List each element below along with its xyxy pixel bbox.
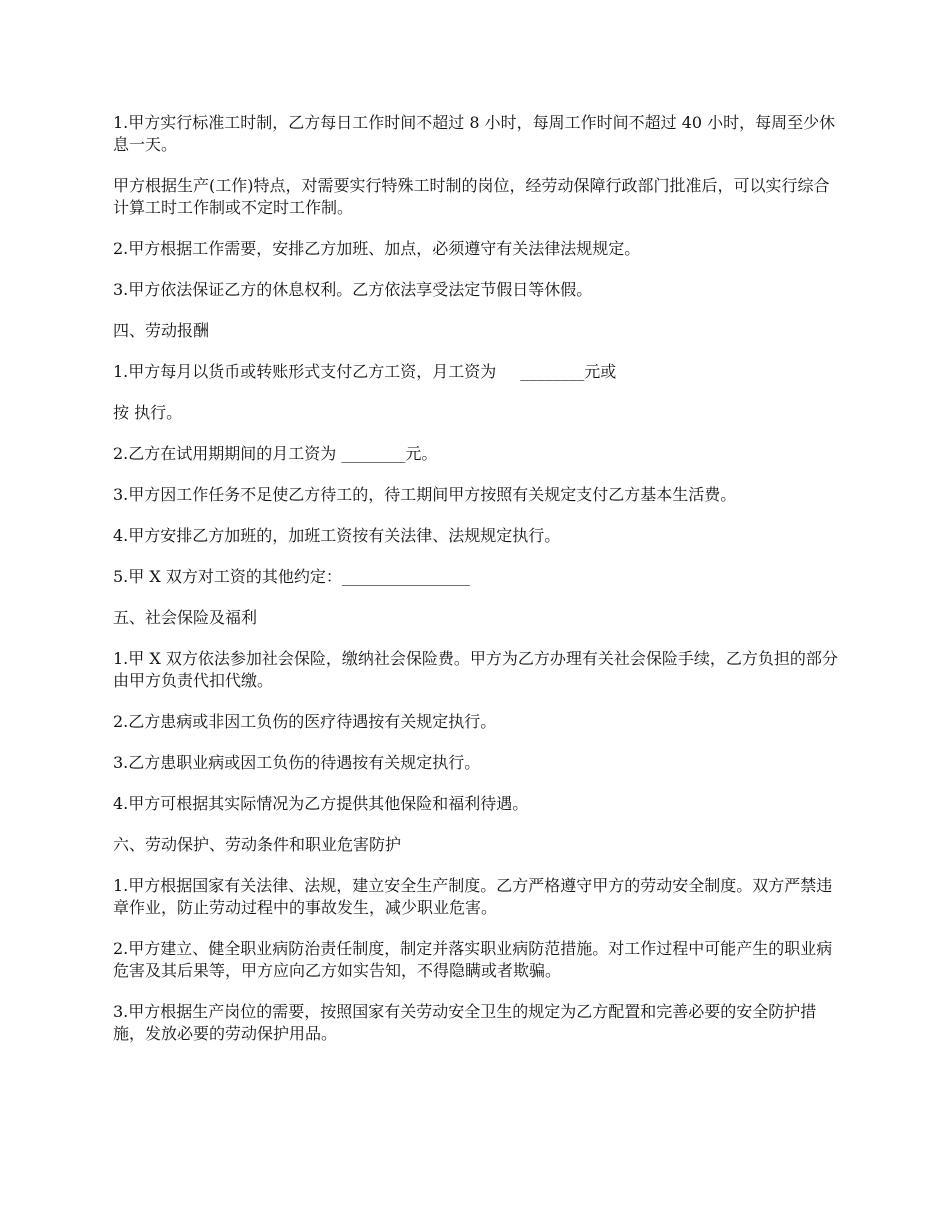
paragraph-overtime-rules: 2.甲方根据工作需要，安排乙方加班、加点，必须遵守有关法律法规规定。 <box>113 239 641 258</box>
monthly-salary-text: 1.甲方每月以货币或转账形式支付乙方工资，月工资为 <box>113 362 497 381</box>
paragraph-salary-execution: 按 执行。 <box>113 403 183 422</box>
paragraph-monthly-salary <box>113 361 843 383</box>
paragraph-protective-equipment: 3.甲方根据生产岗位的需要，按照国家有关劳动安全卫生的规定为乙方配置和完善必要的安全防护措施，发放必要的劳动保护用品。 <box>113 1002 817 1043</box>
monthly-salary-blank: ________元或 <box>520 362 617 381</box>
section-heading-remuneration: 四、劳动报酬 <box>113 321 210 340</box>
paragraph-overtime-pay: 4.甲方安排乙方加班的，加班工资按有关法律、法规规定执行。 <box>113 526 561 545</box>
paragraph-probation-salary: 2.乙方在试用期期间的月工资为 ________元。 <box>113 444 438 463</box>
paragraph-working-hours: 1.甲方实行标准工时制，乙方每日工作时间不超过 8 小时，每周工作时间不超过 40 小时，每周至少休息一天。 <box>113 113 836 154</box>
paragraph-rest-rights: 3.甲方依法保证乙方的休息权利。乙方依法享受法定节假日等休假。 <box>113 280 593 299</box>
paragraph-illness-treatment: 2.乙方患病或非因工负伤的医疗待遇按有关规定执行。 <box>113 712 497 731</box>
paragraph-safety-system: 1.甲方根据国家有关法律、法规，建立安全生产制度。乙方严格遵守甲方的劳动安全制度。双方严禁违章作业，防止劳动过程中的事故发生，减少职业危害。 <box>113 876 833 917</box>
paragraph-social-insurance: 1.甲 X 双方依法参加社会保险，缴纳社会保险费。甲方为乙方办理有关社会保险手续，乙方负担的部分由甲方负责代扣代缴。 <box>113 649 838 690</box>
paragraph-idle-pay: 3.甲方因工作任务不足使乙方待工的，待工期间甲方按照有关规定支付乙方基本生活费。 <box>113 485 737 504</box>
paragraph-special-hours: 甲方根据生产(工作)特点，对需要实行特殊工时制的岗位，经劳动保障行政部门批准后，可以实行综合计算工时工作制或不定时工作制。 <box>113 176 830 217</box>
paragraph-disease-prevention: 2.甲方建立、健全职业病防治责任制度，制定并落实职业病防范措施。对工作过程中可能产生的职业病危害及其后果等，甲方应向乙方如实告知，不得隐瞒或者欺骗。 <box>113 939 833 980</box>
document-body <box>113 112 843 1064</box>
section-heading-social-insurance: 五、社会保险及福利 <box>113 608 258 627</box>
section-heading-labor-protection: 六、劳动保护、劳动条件和职业危害防护 <box>113 835 402 854</box>
paragraph-other-salary-terms: 5.甲 X 双方对工资的其他约定：________________ <box>113 567 470 586</box>
paragraph-occupational-injury: 3.乙方患职业病或因工负伤的待遇按有关规定执行。 <box>113 753 481 772</box>
paragraph-other-benefits: 4.甲方可根据其实际情况为乙方提供其他保险和福利待遇。 <box>113 794 529 813</box>
